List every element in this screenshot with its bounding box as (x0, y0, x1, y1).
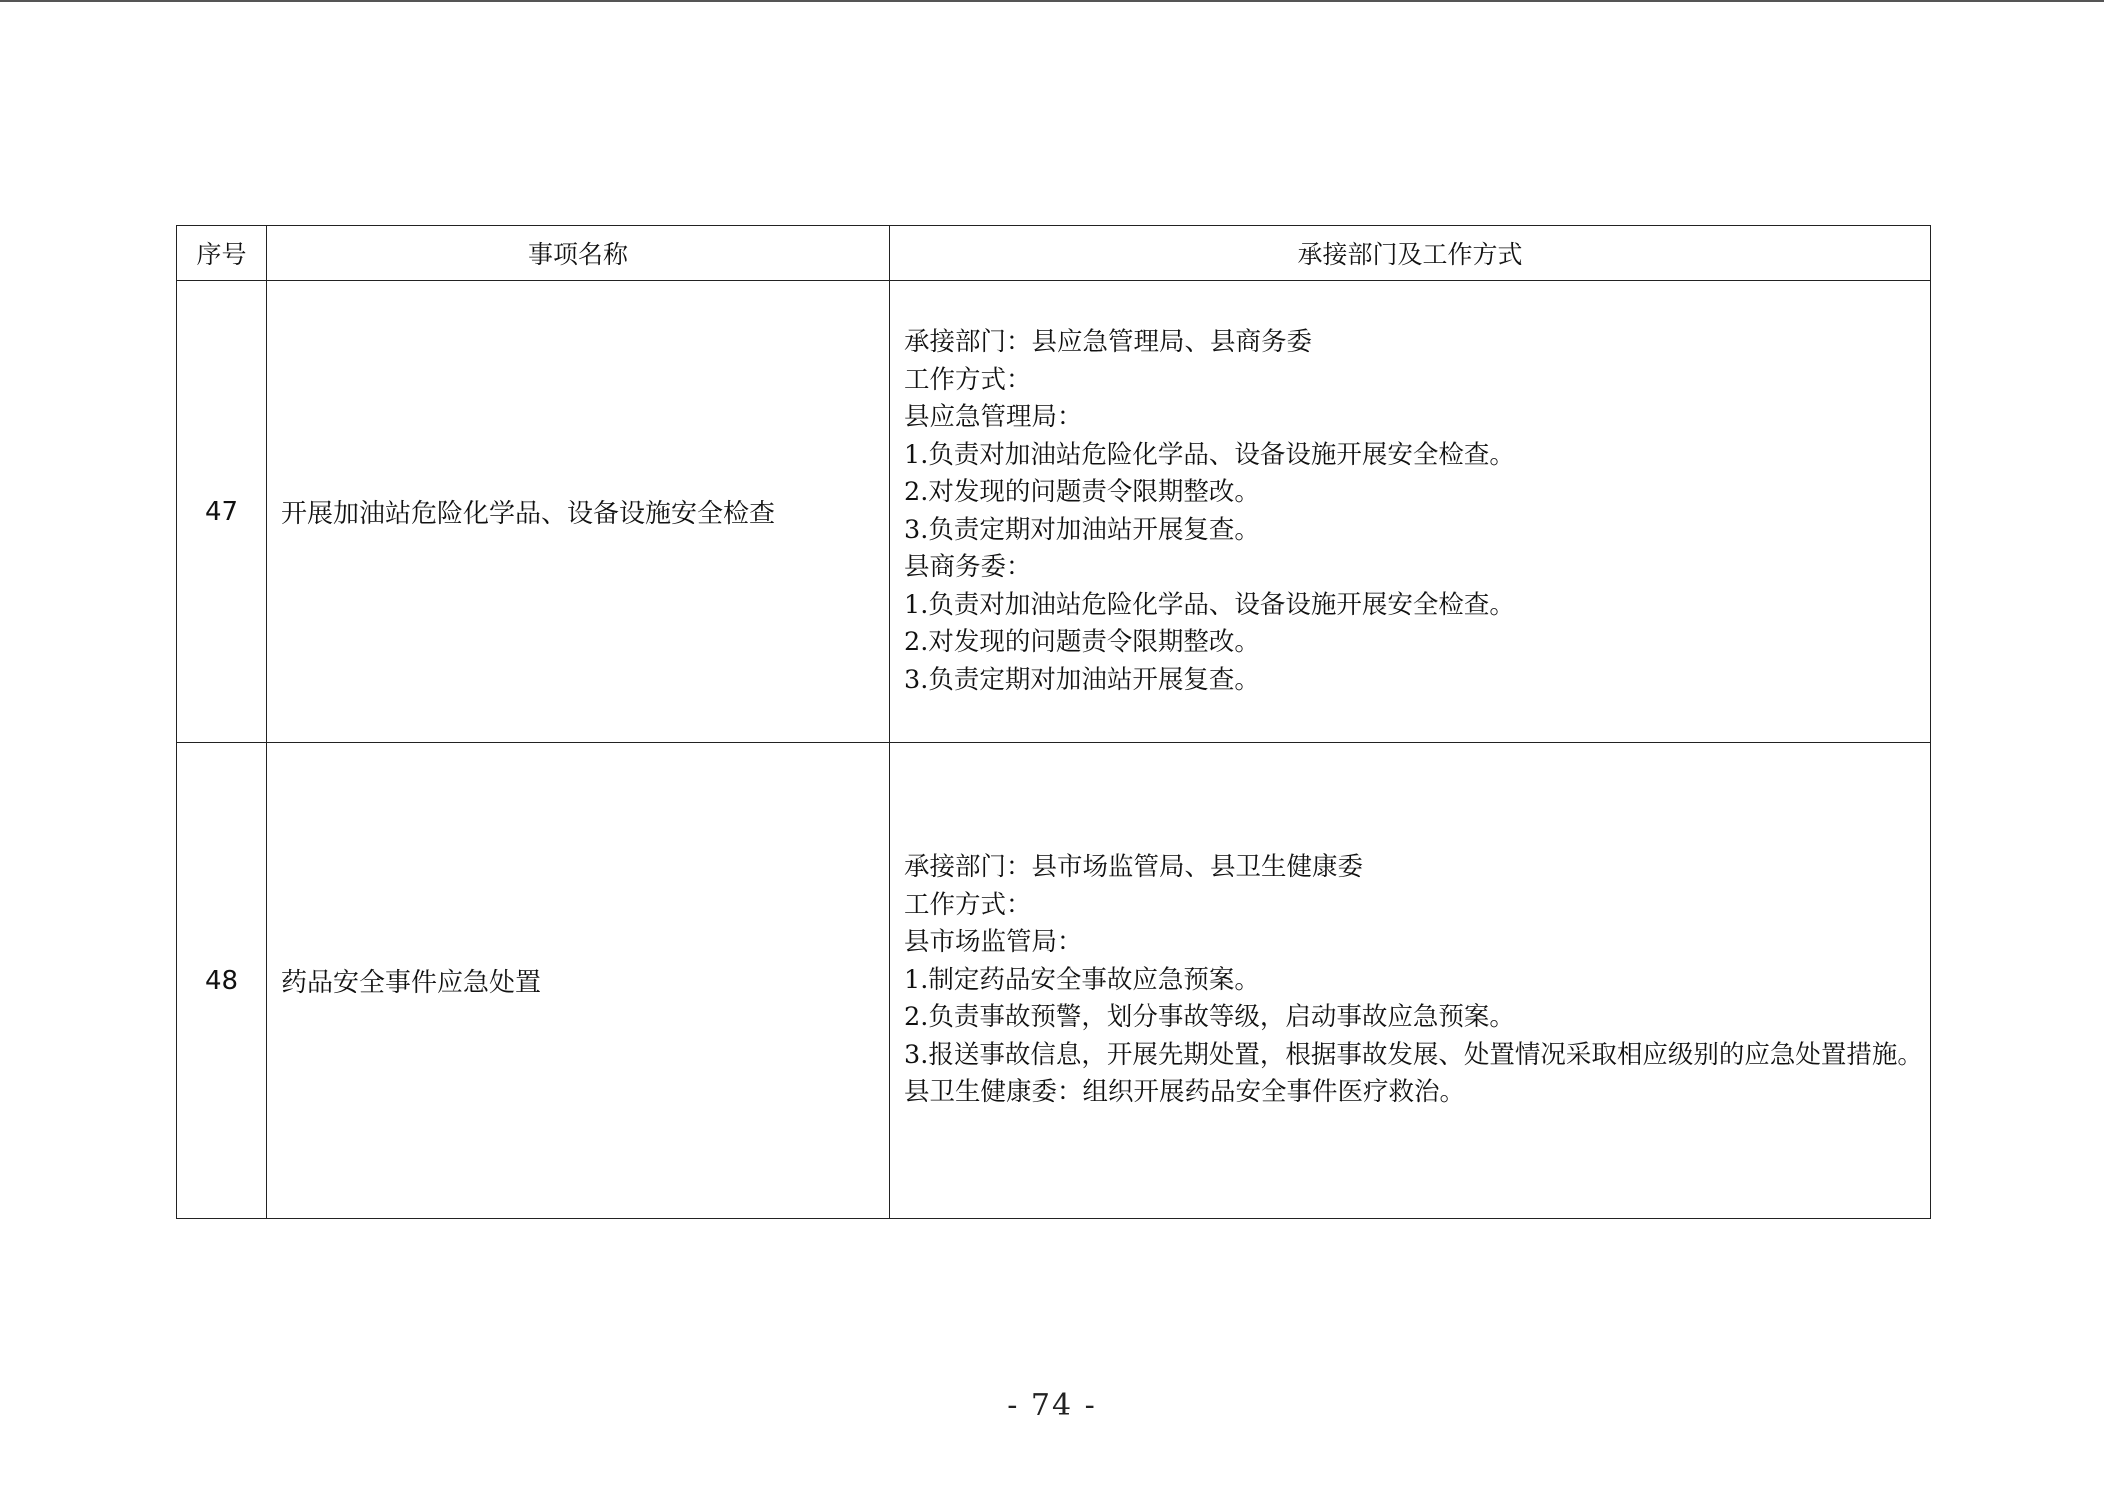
dept-line: 1.制定药品安全事故应急预案。 (904, 964, 1260, 995)
dept-line: 县应急管理局： (904, 402, 1083, 432)
responsibility-table (176, 225, 1931, 1219)
department-and-method (890, 743, 1931, 1219)
dept-line: 2.对发现的问题责令限期整改。 (904, 477, 1260, 507)
dept-line: 2.负责事故预警，划分事故等级，启动事故应急预案。 (904, 1002, 1515, 1033)
header-item-name: 事项名称 (267, 226, 890, 281)
dept-line: 承接部门：县市场监管局、县卫生健康委 (904, 852, 1364, 883)
dept-line: 工作方式： (904, 364, 1032, 395)
dept-line: 3.负责定期对加油站开展复查。 (904, 664, 1260, 695)
item-name: 药品安全事件应急处置 (267, 743, 890, 1219)
header-department-and-method: 承接部门及工作方式 (890, 226, 1931, 281)
dept-line: 2.对发现的问题责令限期整改。 (904, 627, 1260, 657)
header-number: 序号 (177, 226, 267, 281)
dept-line: 工作方式： (904, 889, 1032, 920)
table-header-row (177, 226, 1931, 281)
department-and-method (890, 281, 1931, 743)
dept-line: 3.报送事故信息，开展先期处置，根据事故发展、处置情况采取相应级别的应急处置措施。 (904, 1039, 1923, 1070)
dept-line: 承接部门：县应急管理局、县商务委 (904, 327, 1313, 357)
row-number: 47 (177, 281, 267, 743)
dept-line: 县卫生健康委：组织开展药品安全事件医疗救治。 (904, 1077, 1466, 1108)
table-row (177, 743, 1931, 1219)
dept-line: 县市场监管局： (904, 927, 1083, 958)
dept-line: 1.负责对加油站危险化学品、设备设施开展安全检查。 (904, 589, 1515, 620)
dept-line: 县商务委： (904, 552, 1032, 582)
page-top-border (0, 0, 2104, 2)
table-row (177, 281, 1931, 743)
row-number: 48 (177, 743, 267, 1219)
page-number: - 74 - (1007, 1388, 1097, 1423)
dept-line: 1.负责对加油站危险化学品、设备设施开展安全检查。 (904, 439, 1515, 470)
dept-line: 3.负责定期对加油站开展复查。 (904, 514, 1260, 545)
item-name: 开展加油站危险化学品、设备设施安全检查 (267, 281, 890, 743)
